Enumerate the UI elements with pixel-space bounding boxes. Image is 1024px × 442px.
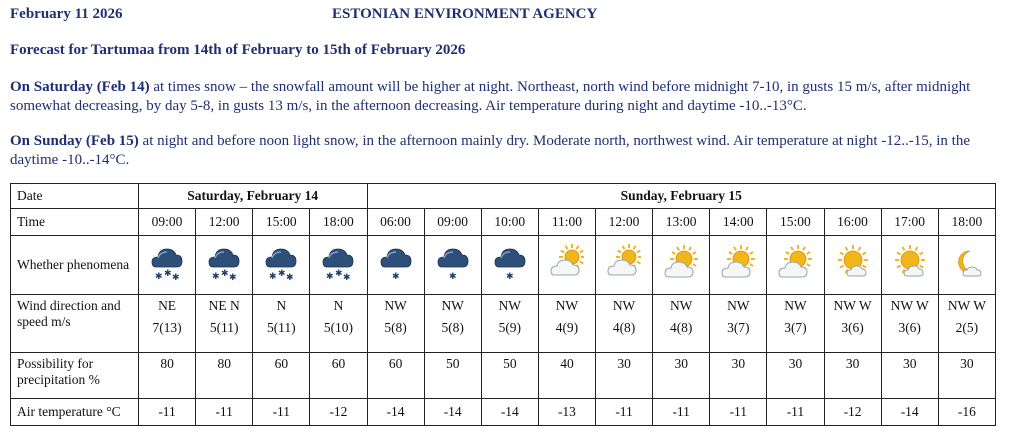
phenomena-cell [196, 236, 253, 295]
time-cell: 13:00 [653, 209, 710, 236]
svg-text:✱: ✱ [448, 272, 457, 282]
wind-cell [938, 295, 995, 353]
precipitation-label: Possibility for precipitation % [11, 353, 139, 399]
wind-direction: NW [669, 298, 693, 313]
precipitation-cell: 60 [253, 353, 310, 399]
temperature-cell: -11 [653, 399, 710, 426]
wind-cell [253, 295, 310, 353]
wind-direction: NW W [947, 298, 986, 313]
precipitation-cell: 30 [881, 353, 938, 399]
svg-text:✱: ✱ [269, 272, 277, 282]
svg-text:✱: ✱ [212, 272, 220, 282]
wind-direction: NW [555, 298, 579, 313]
time-cell: 11:00 [538, 209, 595, 236]
wind-cell [824, 295, 881, 353]
temperature-row [11, 399, 996, 426]
wind-cell [710, 295, 767, 353]
forecast-table [10, 183, 996, 426]
time-cell: 12:00 [596, 209, 653, 236]
cloud-snow-heavy-icon [150, 243, 184, 283]
temperature-label: Air temperature °C [11, 399, 139, 426]
phenomena-cell [139, 236, 196, 295]
wind-speed: 5(8) [441, 320, 464, 335]
temperature-cell: -12 [310, 399, 367, 426]
wind-direction: N [276, 298, 287, 313]
svg-text:✱: ✱ [164, 269, 172, 279]
time-cell: 15:00 [253, 209, 310, 236]
svg-text:✱: ✱ [326, 272, 334, 282]
wind-cell [767, 295, 824, 353]
phenomena-cell [424, 236, 481, 295]
partly-sunny-icon [721, 243, 755, 283]
wind-speed: 4(8) [612, 320, 636, 335]
sunday-lead: On Sunday (Feb 15) [10, 133, 139, 149]
wind-cell [196, 295, 253, 353]
wind-direction: NW [441, 298, 464, 313]
phenomena-cell [538, 236, 595, 295]
svg-text:✱: ✱ [172, 273, 180, 283]
wind-cell [538, 295, 595, 353]
moon-cloud-icon [950, 243, 984, 283]
time-cell: 12:00 [196, 209, 253, 236]
precipitation-cell: 50 [424, 353, 481, 399]
time-cell: 10:00 [481, 209, 538, 236]
precipitation-cell: 50 [481, 353, 538, 399]
precipitation-cell: 80 [196, 353, 253, 399]
wind-speed: 4(9) [555, 320, 579, 335]
wind-direction: NW W [833, 298, 872, 313]
mostly-sunny-icon [893, 243, 927, 283]
wind-cell [367, 295, 424, 353]
wind-speed: 5(10) [323, 320, 354, 335]
phenomena-cell [253, 236, 310, 295]
wind-label: Wind direction and speed m/s [11, 295, 139, 353]
precipitation-cell: 80 [139, 353, 196, 399]
temperature-cell: -11 [596, 399, 653, 426]
phenomena-label: Whether phenomena [11, 236, 139, 295]
temperature-cell: -11 [253, 399, 310, 426]
cloud-snow-light-icon [379, 243, 413, 283]
wind-direction: NW [384, 298, 407, 313]
wind-speed: 3(6) [898, 320, 921, 335]
time-cell: 06:00 [367, 209, 424, 236]
phenomena-cell [881, 236, 938, 295]
temperature-cell: -14 [481, 399, 538, 426]
temperature-cell: -14 [367, 399, 424, 426]
wind-cell [881, 295, 938, 353]
svg-text:✱: ✱ [505, 272, 514, 282]
wind-speed: 3(6) [841, 320, 864, 335]
wind-cell [481, 295, 538, 353]
phenomena-cell [367, 236, 424, 295]
temperature-cell: -11 [710, 399, 767, 426]
phenomena-cell [596, 236, 653, 295]
precipitation-cell: 30 [767, 353, 824, 399]
temperature-cell: -11 [139, 399, 196, 426]
precipitation-cell: 30 [824, 353, 881, 399]
sunday-summary [10, 132, 1010, 170]
precipitation-cell: 30 [710, 353, 767, 399]
temperature-cell: -16 [938, 399, 995, 426]
mostly-sunny-icon [836, 243, 870, 283]
phenomena-cell [824, 236, 881, 295]
svg-text:✱: ✱ [343, 273, 351, 283]
time-cell: 09:00 [424, 209, 481, 236]
cloud-snow-light-icon [436, 243, 470, 283]
time-cell: 18:00 [938, 209, 995, 236]
time-row [11, 209, 996, 236]
temperature-cell: -13 [538, 399, 595, 426]
cloud-snow-heavy-icon [321, 243, 355, 283]
partly-sunny-icon [778, 243, 812, 283]
wind-speed: 5(9) [498, 320, 522, 335]
time-cell: 17:00 [881, 209, 938, 236]
saturday-lead: On Saturday (Feb 14) [10, 79, 150, 95]
wind-direction: NW [784, 298, 807, 313]
wind-direction: NW [498, 298, 522, 313]
partly-sunny-icon [664, 243, 698, 283]
forecast-title: Forecast for Tartumaa from 14th of February to 15th of February 2026 [10, 42, 466, 58]
phenomena-cell [310, 236, 367, 295]
saturday-text: at times snow – the snowfall amount will be higher at night. Northeast, north wind before midnight 7-10, in gusts 15 m/s, after midnight somewhat decreasing, by day 5-8, in gusts 13 m/s, in the afternoon decreasing. Air temperature during night and daytime -10..-13°C. [10, 79, 971, 114]
phenomena-cell [653, 236, 710, 295]
wind-cell [424, 295, 481, 353]
day-saturday: Saturday, February 14 [139, 184, 368, 209]
report-date: February 11 2026 [10, 6, 123, 22]
sun-cloudy-icon [607, 243, 641, 283]
wind-speed: 2(5) [955, 320, 979, 335]
wind-speed: 3(7) [784, 320, 807, 335]
wind-speed: 3(7) [727, 320, 750, 335]
cloud-snow-heavy-icon [264, 243, 298, 283]
phenomena-row [11, 236, 996, 295]
precipitation-cell: 30 [596, 353, 653, 399]
wind-row [11, 295, 996, 353]
temperature-cell: -12 [824, 399, 881, 426]
temperature-cell: -14 [424, 399, 481, 426]
svg-text:✱: ✱ [286, 273, 294, 283]
wind-direction: NW [727, 298, 750, 313]
precipitation-cell: 30 [653, 353, 710, 399]
time-cell: 14:00 [710, 209, 767, 236]
phenomena-cell [938, 236, 995, 295]
svg-text:✱: ✱ [155, 272, 163, 282]
wind-direction: NW W [890, 298, 929, 313]
wind-cell [139, 295, 196, 353]
day-sunday: Sunday, February 15 [367, 184, 996, 209]
time-cell: 09:00 [139, 209, 196, 236]
precipitation-cell: 60 [310, 353, 367, 399]
temperature-cell: -14 [881, 399, 938, 426]
precipitation-cell: 30 [938, 353, 995, 399]
svg-text:✱: ✱ [391, 272, 400, 282]
wind-cell [310, 295, 367, 353]
precipitation-cell: 60 [367, 353, 424, 399]
precipitation-cell: 40 [538, 353, 595, 399]
wind-direction: NW [612, 298, 636, 313]
wind-cell [653, 295, 710, 353]
sun-cloudy-icon [550, 243, 584, 283]
precipitation-row [11, 353, 996, 399]
svg-text:✱: ✱ [278, 269, 286, 279]
cloud-snow-heavy-icon [207, 243, 241, 283]
wind-speed: 5(11) [209, 320, 239, 335]
svg-text:✱: ✱ [229, 273, 237, 283]
date-row [11, 184, 996, 209]
temperature-cell: -11 [767, 399, 824, 426]
phenomena-cell [710, 236, 767, 295]
time-cell: 16:00 [824, 209, 881, 236]
svg-text:✱: ✱ [221, 269, 229, 279]
cloud-snow-light-icon [493, 243, 527, 283]
agency-name: ESTONIAN ENVIRONMENT AGENCY [332, 6, 598, 22]
wind-speed: 5(8) [384, 320, 407, 335]
sunday-text: at night and before noon light snow, in the afternoon mainly dry. Moderate north, northwest wind. Air temperature at night -12..-15, in the daytime -10..-14°C. [10, 133, 970, 168]
wind-direction: NE [158, 298, 177, 313]
date-label: Date [11, 184, 139, 209]
time-label: Time [11, 209, 139, 236]
svg-text:✱: ✱ [335, 269, 343, 279]
saturday-summary [10, 78, 1010, 116]
phenomena-cell [481, 236, 538, 295]
wind-direction: N [333, 298, 344, 313]
time-cell: 15:00 [767, 209, 824, 236]
wind-cell [596, 295, 653, 353]
temperature-cell: -11 [196, 399, 253, 426]
phenomena-cell [767, 236, 824, 295]
wind-speed: 4(8) [669, 320, 693, 335]
wind-speed: 7(13) [152, 320, 182, 335]
wind-direction: NE N [208, 298, 240, 313]
time-cell: 18:00 [310, 209, 367, 236]
wind-speed: 5(11) [266, 320, 296, 335]
